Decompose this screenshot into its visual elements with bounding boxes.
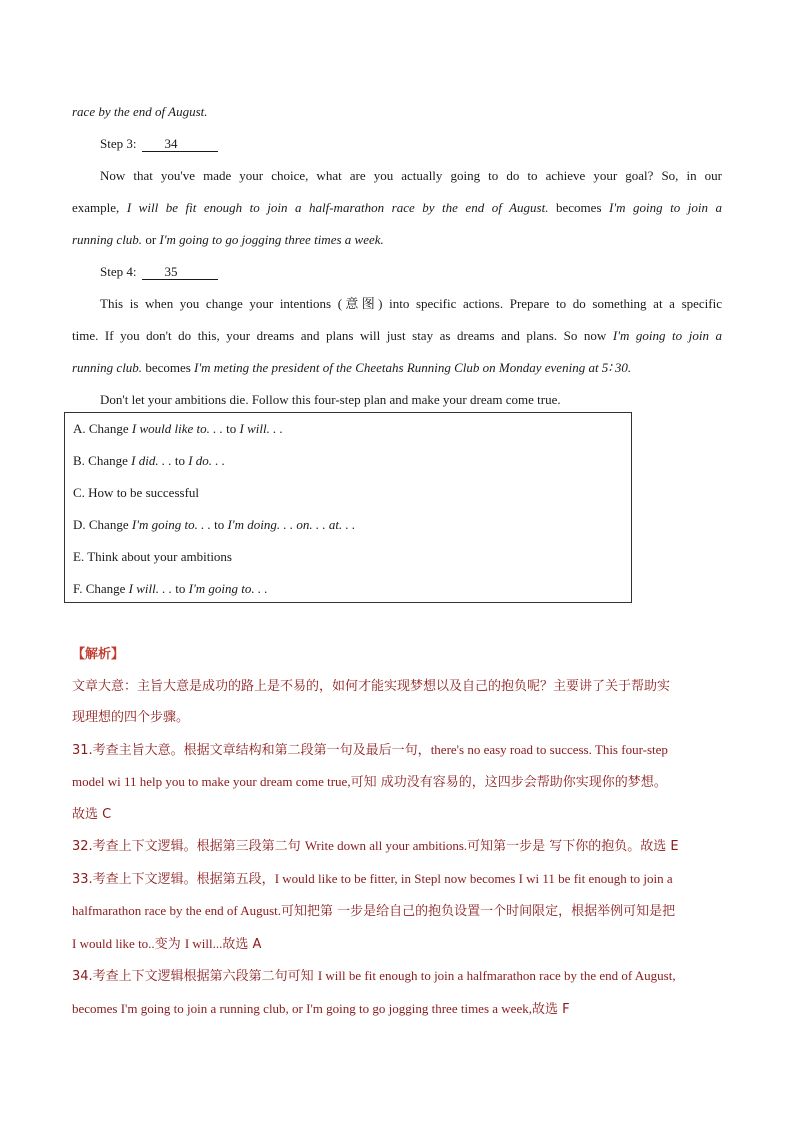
option-a[interactable]: A. Change I would like to. . . to I will. . . — [73, 421, 283, 436]
paragraph3-line1: Now that you've made your choice, what are you actually going to do to achieve your goal? So, in our — [100, 168, 722, 183]
summary-line1: 文章大意：主旨大意是成功的路上是不易的，如何才能实现梦想以及自己的抱负呢？主要讲了关于帮助实 — [72, 678, 671, 694]
passage-line: race by the end of August. — [72, 104, 208, 119]
q33-line1: 33.考查上下文逻辑。根据第五段，I would like to be fitter, in Stepl now becomes I wi 11 be fit enough to join a — [72, 870, 673, 887]
paragraph5: Don't let your ambitions die. Follow this four-step plan and make your dream come true. — [100, 392, 561, 407]
paragraph4-line1: This is when you change your intentions (意图) into specific actions. Prepare to do something at a specific — [100, 296, 722, 311]
analysis-heading: 【解析】 — [72, 647, 125, 662]
q32-line: 32.考查上下文逻辑。根据第三段第二句 Write down all your ambitions.可知第一步是 写下你的抱负。故选 E — [72, 838, 679, 854]
analysis-section — [72, 638, 722, 1025]
option-e[interactable]: E. Think about your ambitions — [73, 549, 232, 564]
answer-blank-35[interactable]: 35 — [142, 265, 218, 280]
paragraph3-line3: running club. or I'm going to go jogging three times a week. — [72, 232, 384, 247]
step3-line — [72, 128, 722, 160]
q33-line3: I would like to..变为 I will...故选 A — [72, 935, 262, 952]
option-d[interactable]: D. Change I'm going to. . . to I'm doing. . . on. . . at. . . — [73, 517, 356, 532]
q31-line2: model wi 11 help you to make your dream come true,可知 成功没有容易的，这四步会帮助你实现你的梦想。 — [72, 774, 667, 790]
q31-line3: 故选 C — [72, 806, 112, 822]
paragraph3-line2: example, I will be fit enough to join a half-marathon race by the end of August. becomes I'm going to join a — [72, 200, 723, 215]
q33-line2: halfmarathon race by the end of August.可知把第 一步是给自己的抱负设置一个时间限定，根据举例可知是把 — [72, 903, 676, 919]
step3-label: Step 3: — [100, 136, 137, 151]
q34-line1: 34.考查上下文逻辑根据第六段第二句可知 I will be fit enough to join a halfmarathon race by the end of August, — [72, 968, 676, 984]
option-c[interactable]: C. How to be successful — [73, 485, 200, 500]
step4-label: Step 4: — [100, 264, 137, 279]
paragraph4-line3: running club. becomes I'm meting the president of the Cheetahs Running Club on Monday evening at 5∶ 30. — [72, 360, 632, 375]
option-f[interactable]: F. Change I will. . . to I'm going to. . . — [73, 581, 268, 596]
options-box — [64, 412, 632, 603]
q34-line2: becomes I'm going to join a running club, or I'm going to go jogging three times a week,故选 F — [72, 1000, 570, 1017]
option-b[interactable]: B. Change I did. . . to I do. . . — [73, 453, 226, 468]
q31-line1: 31.考查主旨大意。根据文章结构和第二段第一句及最后一句，there's no easy road to success. This four-step — [72, 741, 668, 758]
summary-line2: 现理想的四个步骤。 — [72, 710, 190, 725]
answer-blank-34[interactable]: 34 — [142, 137, 218, 152]
passage — [72, 96, 722, 416]
step4-line — [72, 256, 722, 288]
paragraph4-line2: time. If you don't do this, your dreams and plans will just stay as dreams and plans. So now I'm going to join a — [72, 328, 722, 343]
